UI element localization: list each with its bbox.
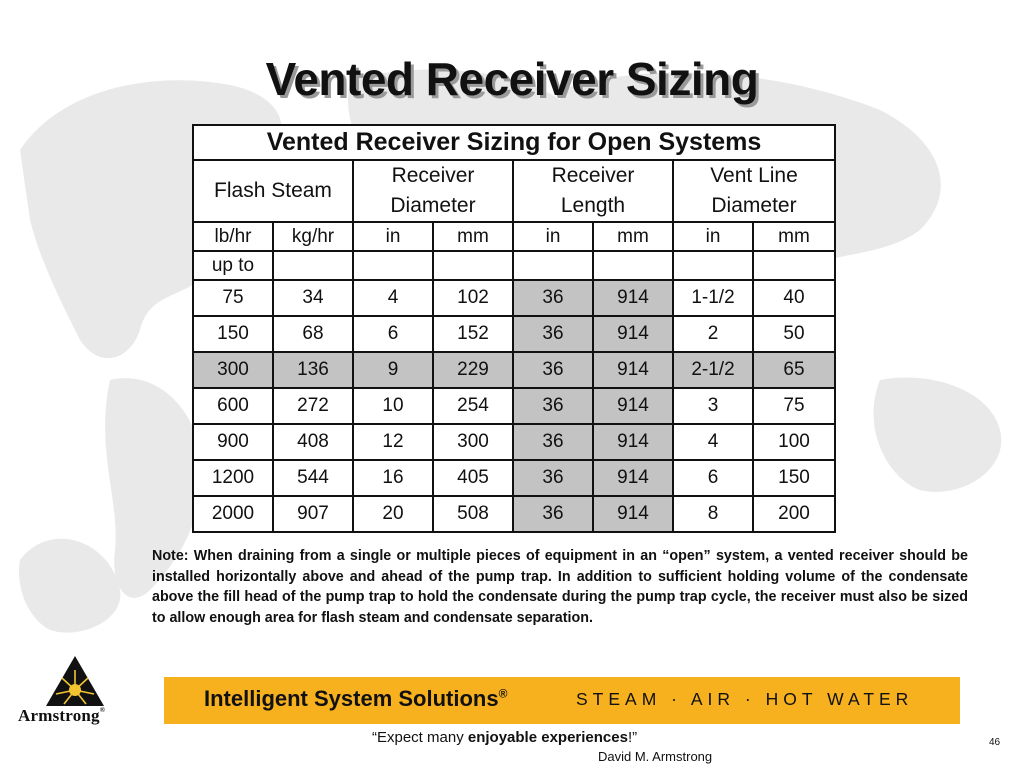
up-to-label: up to [193,251,273,280]
armstrong-starburst-icon [44,654,106,708]
empty-cell [273,251,353,280]
table-cell: 914 [593,496,673,532]
table-cell: 36 [513,496,593,532]
table-cell: 100 [753,424,835,460]
table-cell: 75 [753,388,835,424]
table-cell: 2 [673,316,753,352]
table-cell: 10 [353,388,433,424]
table-cell: 40 [753,280,835,316]
table-cell: 36 [513,424,593,460]
empty-cell [673,251,753,280]
units-row [193,222,835,251]
table-cell: 4 [673,424,753,460]
quote-open: “Expect many [372,729,468,746]
unit-cell: in [673,222,753,251]
table-cell: 6 [353,316,433,352]
brand-banner [164,677,960,724]
header-line: Receiver [551,164,635,187]
banner-tagline [204,686,507,712]
unit-cell: mm [593,222,673,251]
table-cell: 20 [353,496,433,532]
table-row [193,352,835,388]
header-line: Vent Line [710,164,798,187]
armstrong-logo [18,654,133,726]
table-cell: 34 [273,280,353,316]
banner-services: STEAM · AIR · HOT WATER [576,689,914,709]
table-cell: 4 [353,280,433,316]
table-cell: 150 [193,316,273,352]
unit-cell: mm [753,222,835,251]
unit-cell: lb/hr [193,222,273,251]
table-cell: 150 [753,460,835,496]
table-cell: 1-1/2 [673,280,753,316]
table-cell: 254 [433,388,513,424]
table-cell: 2000 [193,496,273,532]
table-row [193,280,835,316]
table-row [193,316,835,352]
empty-cell [593,251,673,280]
note-paragraph: Note: When draining from a single or multiple pieces of equipment in an “open” system, a vented receiver should be installed horizontally above and ahead of the pump trap. In addition to sufficient holding volume of the condensate above the fill head of the pump trap to hold the condensate during the pump trap cycle, the receiver must also be sized to allow enough area for flash steam and condensate separation. [152,548,968,626]
table-cell: 200 [753,496,835,532]
header-line: Diameter [390,194,476,217]
table-cell: 50 [753,316,835,352]
table-cell: 508 [433,496,513,532]
table-cell: 907 [273,496,353,532]
slide-title: Vented Receiver Sizing [265,53,759,105]
empty-cell [513,251,593,280]
table-row [193,460,835,496]
table-cell: 300 [433,424,513,460]
banner-registered-mark: ® [498,686,508,701]
table-cell: 3 [673,388,753,424]
table-cell: 272 [273,388,353,424]
table-cell: 914 [593,460,673,496]
table-cell: 152 [433,316,513,352]
table-cell: 300 [193,352,273,388]
table-cell: 75 [193,280,273,316]
header-line: Diameter [711,194,797,217]
table-cell: 229 [433,352,513,388]
empty-cell [433,251,513,280]
table-cell: 544 [273,460,353,496]
table-cell: 9 [353,352,433,388]
banner-title: Intelligent System Solutions [204,686,499,711]
table-cell: 16 [353,460,433,496]
up-to-row [193,251,835,280]
table-cell: 914 [593,316,673,352]
header-line: Receiver [391,164,475,187]
header-flash-steam: Flash Steam [193,160,353,222]
table-cell: 136 [273,352,353,388]
table-cell: 408 [273,424,353,460]
header-line: Length [560,194,626,217]
unit-cell: kg/hr [273,222,353,251]
table-cell: 1200 [193,460,273,496]
table-cell: 914 [593,388,673,424]
slide-quote [372,729,637,746]
empty-cell [753,251,835,280]
unit-cell: mm [433,222,513,251]
table-row [193,388,835,424]
unit-cell: in [353,222,433,251]
table-cell: 36 [513,352,593,388]
table-cell: 102 [433,280,513,316]
table-cell: 405 [433,460,513,496]
logo-text: Armstrong [18,706,100,725]
header-receiver-diameter [353,160,513,222]
table-row [193,496,835,532]
table-cell: 600 [193,388,273,424]
logo-wordmark [18,706,133,726]
table-row [193,424,835,460]
table-cell: 914 [593,352,673,388]
table-cell: 2-1/2 [673,352,753,388]
quote-close: !” [627,729,638,746]
unit-cell: in [513,222,593,251]
table-cell: 8 [673,496,753,532]
table-cell: 914 [593,424,673,460]
table-cell: 900 [193,424,273,460]
receiver-sizing-table [192,124,836,533]
table-cell: 6 [673,460,753,496]
quote-author: David M. Armstrong [598,749,713,764]
table-cell: 36 [513,280,593,316]
table-cell: 68 [273,316,353,352]
page-number: 46 [989,737,1001,748]
table-cell: 12 [353,424,433,460]
table-cell: 36 [513,388,593,424]
header-receiver-length [513,160,673,222]
quote-emphasis: enjoyable experiences [467,729,628,746]
table-cell: 914 [593,280,673,316]
empty-cell [353,251,433,280]
table-caption: Vented Receiver Sizing for Open Systems [193,125,835,160]
table-cell: 65 [753,352,835,388]
table-cell: 36 [513,316,593,352]
registered-mark: ® [99,706,106,714]
table-cell: 36 [513,460,593,496]
header-vent-line-diameter [673,160,835,222]
